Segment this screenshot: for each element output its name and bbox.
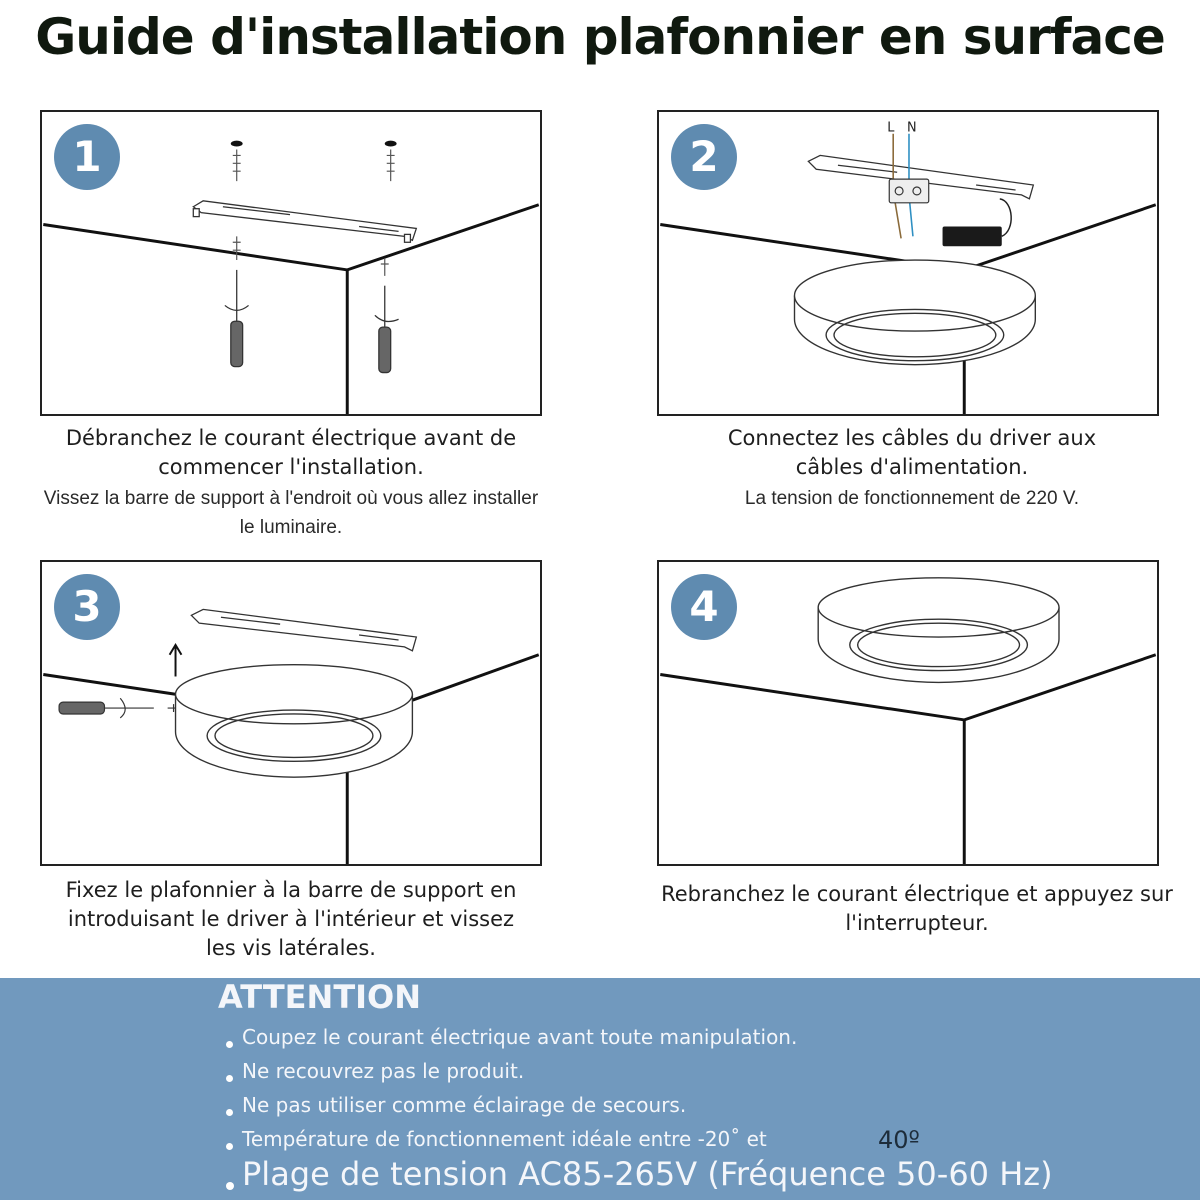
step-3-screwdriver xyxy=(59,698,187,718)
step-3-up-arrow xyxy=(170,645,182,677)
step-1-illustration xyxy=(40,110,542,416)
step-4-caption xyxy=(650,880,1184,938)
attention-item: Ne pas utiliser comme éclairage de secours. xyxy=(224,1088,1053,1122)
step-3-caption xyxy=(40,876,542,963)
step-2-badge: 2 xyxy=(671,124,737,190)
step-2-caption xyxy=(657,424,1167,513)
step-1-badge: 1 xyxy=(54,124,120,190)
step-2-wire-l-label: L xyxy=(887,120,895,136)
step-3-light-fixture xyxy=(176,665,413,778)
attention-heading: ATTENTION xyxy=(218,978,422,1016)
step-2-terminal-block xyxy=(889,179,928,203)
step-2-illustration xyxy=(657,110,1159,416)
step-2-light-fixture xyxy=(795,260,1036,365)
step-2-wire-n-label: N xyxy=(907,120,917,136)
step-2-sub-text: La tension de fonctionnement de 220 V. xyxy=(744,488,1080,509)
step-1-screwdrivers xyxy=(225,270,399,373)
step-1-caption xyxy=(40,424,542,542)
step-1-screws xyxy=(231,141,397,147)
step-3-illustration xyxy=(40,560,542,866)
page-title: Guide d'installation plafonnier en surface xyxy=(35,8,1165,66)
step-4-light-fixture xyxy=(818,578,1059,683)
attention-item: Coupez le courant électrique avant toute manipulation. xyxy=(224,1020,1053,1054)
step-4-illustration xyxy=(657,560,1159,866)
attention-temp-max: 40º xyxy=(878,1126,920,1154)
step-3-main-text: Fixez le plafonnier à la barre de support en introduisant le driver à l'intérieur et vissez les vis latérales. xyxy=(65,878,517,960)
attention-item-voltage: Plage de tension AC85-265V (Fréquence 50-60 Hz) xyxy=(224,1152,1053,1196)
step-1-sub-text: Vissez la barre de support à l'endroit où vous allez installer le luminaire. xyxy=(43,488,539,538)
attention-box xyxy=(0,978,1200,1200)
step-3-badge: 3 xyxy=(54,574,120,640)
step-4-main-text: Rebranchez le courant électrique et appuyez sur l'interrupteur. xyxy=(661,882,1173,935)
step-4-badge: 4 xyxy=(671,574,737,640)
step-1-main-text: Débranchez le courant électrique avant de commencer l'installation. xyxy=(65,426,517,479)
attention-item: Température de fonctionnement idéale entre -20˚ et xyxy=(224,1122,1053,1156)
step-2-driver xyxy=(943,199,1012,246)
attention-item: Ne recouvrez pas le produit. xyxy=(224,1054,1053,1088)
step-2-main-text: Connectez les câbles du driver aux câbles d'alimentation. xyxy=(727,426,1097,479)
attention-list xyxy=(224,1020,1053,1196)
